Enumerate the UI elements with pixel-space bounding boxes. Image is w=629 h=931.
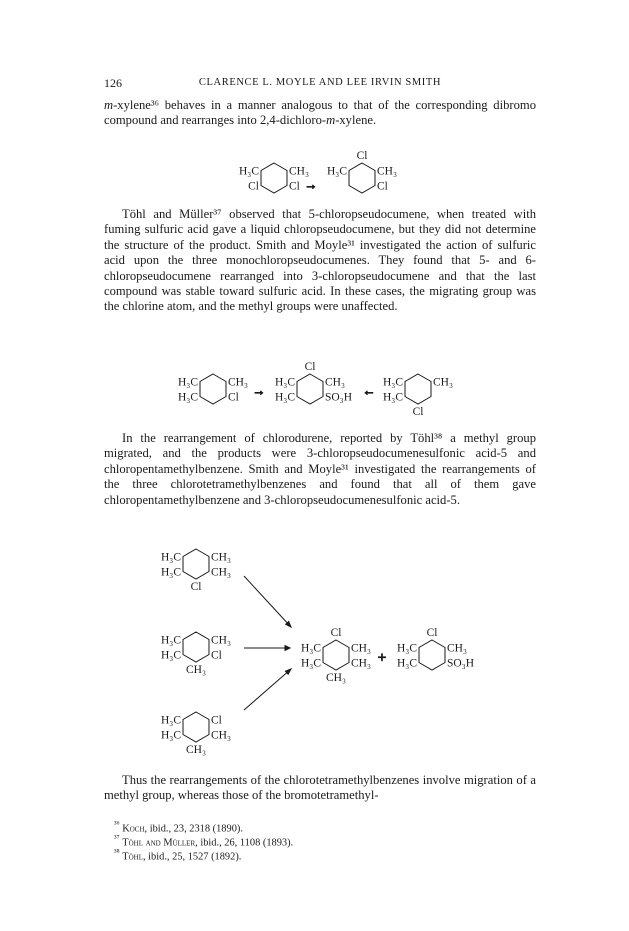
benzene-ring-6 xyxy=(161,549,231,593)
substituent-label: H₃C xyxy=(327,165,348,178)
hexagon xyxy=(323,640,349,670)
substituent-label: CH₃ xyxy=(432,376,453,389)
substituent-label: H₃C xyxy=(161,551,182,564)
substituent-label: CH₃ xyxy=(210,729,231,742)
substituent-label: CH₃ xyxy=(376,165,397,178)
substituent-label: CH₃ xyxy=(288,165,309,178)
substituent-label: H₃C xyxy=(275,376,296,389)
substituent-label: H₃C xyxy=(397,657,418,670)
plus-sign: + xyxy=(377,650,387,666)
substituent-label: Cl xyxy=(426,627,438,639)
benzene-ring-10 xyxy=(397,627,474,670)
substituent-label: CH₃ xyxy=(210,551,231,564)
benzene-ring-2 xyxy=(327,150,397,193)
substituent-label: H₃C xyxy=(161,714,182,727)
arrow-2: → xyxy=(252,383,266,398)
substituent-label: Cl xyxy=(376,180,388,193)
benzene-ring-8 xyxy=(161,712,231,756)
substituent-label: H₃C xyxy=(178,391,199,404)
substituent-label: CH₃ xyxy=(186,664,206,676)
hexagon xyxy=(419,640,445,670)
substituent-label: Cl xyxy=(210,649,222,662)
substituent-label: Cl xyxy=(356,150,368,162)
paragraph-4: Thus the rearrangements of the chlorotetramethylbenzenes involve migration of a methyl group, whereas those of the bromotetramethyl- xyxy=(104,773,536,803)
arrow-line-6 xyxy=(244,669,291,710)
running-title: CLARENCE L. MOYLE AND LEE IRVIN SMITH xyxy=(198,77,442,88)
substituent-label: H₃C xyxy=(161,729,182,742)
substituent-label: CH₃ xyxy=(446,642,467,655)
footnote-37: $^{^{37}}$ Töhl and Müller, ibid., 26, 1108 (1893). xyxy=(114,833,294,849)
benzene-ring-4 xyxy=(275,361,352,404)
substituent-label: H₃C xyxy=(383,391,404,404)
paragraph-3: In the rearrangement of chlorodurene, reported by Töhl³⁸ a methyl group migrated, and the products were 3-chloropseudocumenesulfonic acid-5 and chloropentamethylbenzene. Smith and Moyle³¹ investigated the rearrangements of the three chlorotetramethylbenzenes and found that all of them gave chloropentamethylbenzene and 3-chloropseudocumenesulfonic acid-5. xyxy=(104,431,536,507)
substituent-label: H₃C xyxy=(275,391,296,404)
substituent-label: CH₃ xyxy=(326,672,346,684)
substituent-label: CH₃ xyxy=(227,376,248,389)
footnote-38: $^{^{38}}$ Töhl, ibid., 25, 1527 (1892). xyxy=(114,847,242,863)
hexagon xyxy=(183,549,209,579)
hexagon xyxy=(183,632,209,662)
hexagon xyxy=(297,374,323,404)
substituent-label: H₃C xyxy=(161,566,182,579)
arrow-1: → xyxy=(304,177,318,192)
hexagon xyxy=(405,374,431,404)
substituent-label: H₃C xyxy=(301,657,322,670)
arrow-3: ← xyxy=(362,383,376,398)
substituent-label: H₃C xyxy=(383,376,404,389)
substituent-label: H₃C xyxy=(397,642,418,655)
paragraph-2: Töhl and Müller³⁷ observed that 5-chloropseudocumene, when treated with fuming sulfuric acid gave a liquid chloropseudocumene, but they did not determine the structure of the product. Smith and Moyle³¹ investigated the action of sulfuric acid upon the three monochloropseudocumenes. They found that 5- and 6-chloropseudocumene rearranged into 3-chloropseudocumene and that the last compound was stable toward sulfuric acid. In these cases, the migrating group was the chlorine atom, and the methyl groups were unaffected. xyxy=(104,207,536,314)
substituent-label: SO₃H xyxy=(324,391,353,404)
benzene-ring-9 xyxy=(301,627,371,684)
substituent-label: Cl xyxy=(412,406,424,418)
substituent-label: CH₃ xyxy=(350,657,371,670)
substituent-label: H₃C xyxy=(301,642,322,655)
page-number: 126 xyxy=(104,76,122,90)
paragraph-1: m-xylene³⁶ behaves in a manner analogous to that of the corresponding dibromo compound and rearranges into 2,4-dichloro-m-xylene. xyxy=(104,98,536,128)
hexagon xyxy=(261,163,287,193)
hexagon xyxy=(183,712,209,742)
benzene-ring-5 xyxy=(383,374,453,418)
substituent-label: Cl xyxy=(330,627,342,639)
substituent-label: Cl xyxy=(227,391,239,404)
substituent-label: H₃C xyxy=(178,376,199,389)
substituent-label: CH₃ xyxy=(186,744,206,756)
substituent-label: Cl xyxy=(248,180,260,193)
hexagon xyxy=(200,374,226,404)
substituent-label: CH₃ xyxy=(350,642,371,655)
substituent-label: Cl xyxy=(304,361,316,373)
substituent-label: H₃C xyxy=(161,649,182,662)
arrow-head-5 xyxy=(285,646,290,651)
hexagon xyxy=(349,163,375,193)
substituent-label: H₃C xyxy=(239,165,260,178)
substituent-label: SO₃H xyxy=(446,657,475,670)
footnote-36: $^{^{36}}$ Koch, ibid., 23, 2318 (1890). xyxy=(114,819,243,835)
benzene-ring-1 xyxy=(239,163,309,193)
reaction-arrows xyxy=(244,177,386,710)
substituent-label: Cl xyxy=(190,581,202,593)
substituent-label: Cl xyxy=(288,180,300,193)
benzene-ring-7 xyxy=(161,632,231,676)
substituent-label: CH₃ xyxy=(210,634,231,647)
substituent-label: H₃C xyxy=(161,634,182,647)
substituent-label: CH₃ xyxy=(324,376,345,389)
arrow-line-4 xyxy=(244,576,291,627)
substituent-label: CH₃ xyxy=(210,566,231,579)
chemical-structures xyxy=(161,150,474,756)
substituent-label: Cl xyxy=(210,714,222,727)
benzene-ring-3 xyxy=(178,374,248,404)
